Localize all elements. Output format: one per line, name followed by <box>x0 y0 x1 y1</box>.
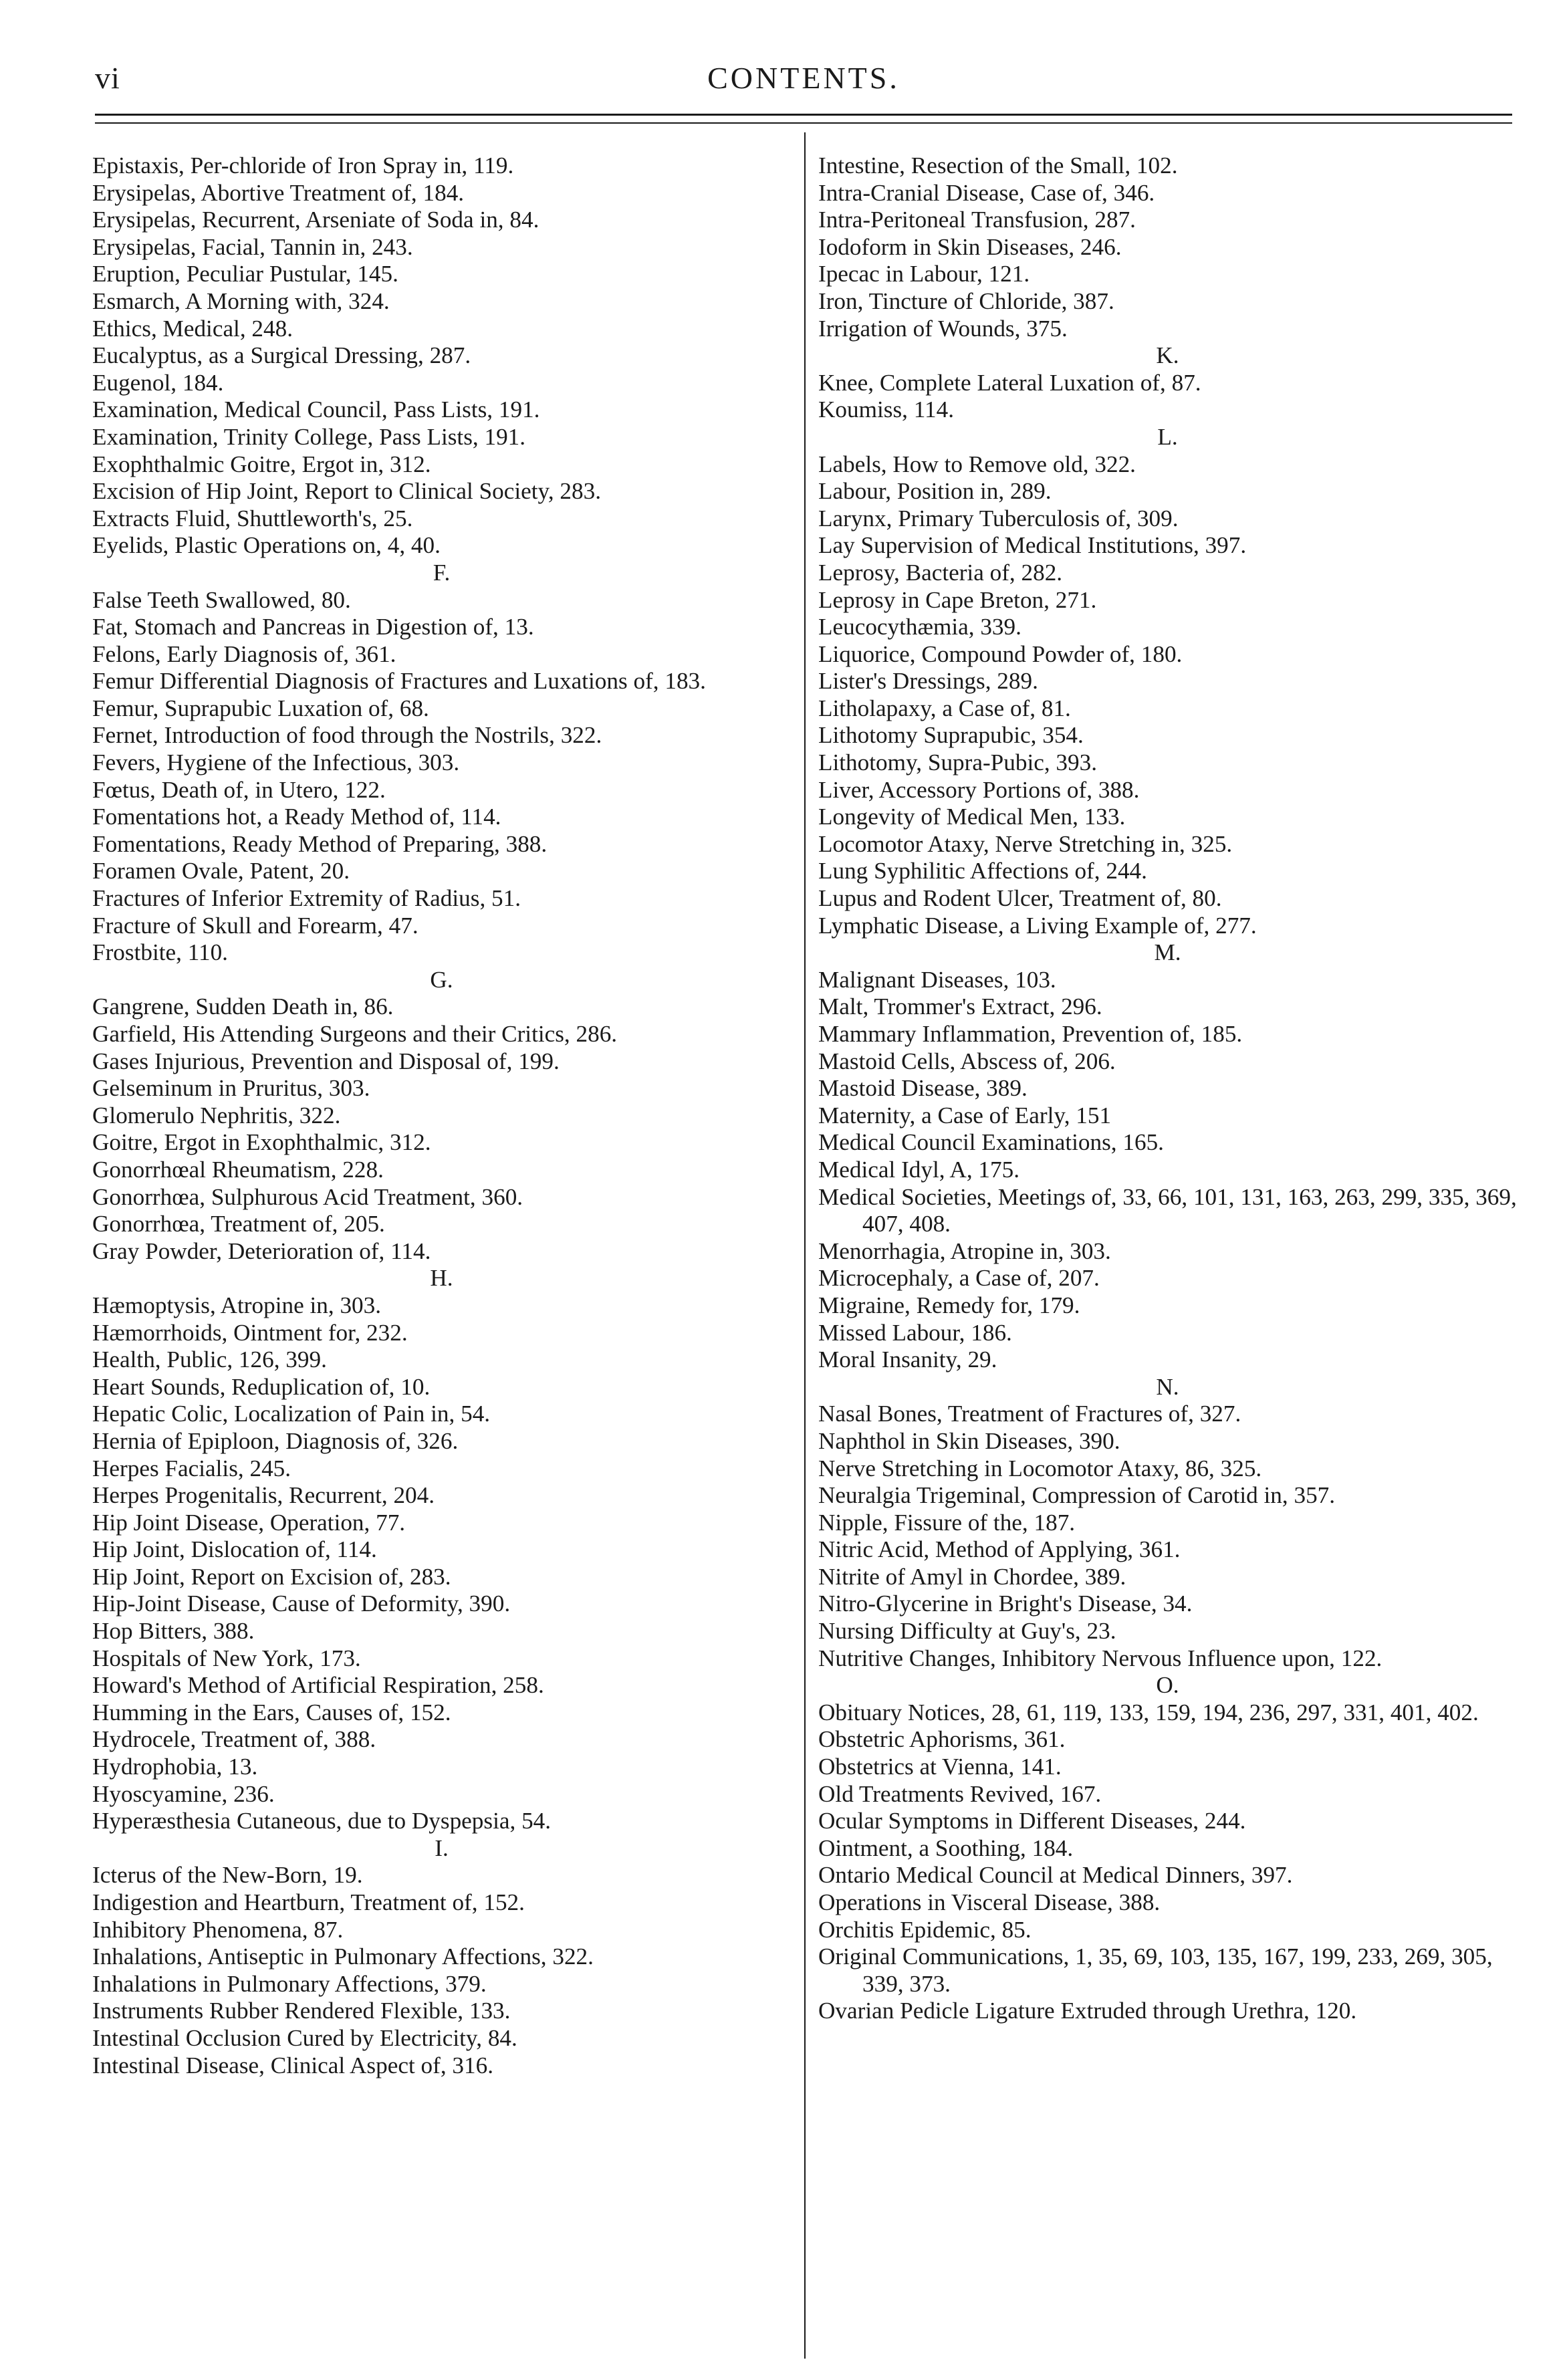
index-entry: Extracts Fluid, Shuttleworth's, 25. <box>92 505 413 531</box>
index-entry: Intestinal Disease, Clinical Aspect of, 316. <box>92 2052 494 2078</box>
index-entry: Intestine, Resection of the Small, 102. <box>818 152 1178 178</box>
index-entry: Exophthalmic Goitre, Ergot in, 312. <box>92 451 431 477</box>
index-entry: Excision of Hip Joint, Report to Clinical Society, 283. <box>92 478 602 505</box>
section-letter: O. <box>1156 1672 1179 1699</box>
header-rule-thin <box>95 122 1512 124</box>
index-entry: Lithotomy, Supra-Pubic, 393. <box>818 749 1098 776</box>
index-entry: Gases Injurious, Prevention and Disposal of, 199. <box>92 1048 560 1074</box>
index-entry: Gonorrhœal Rheumatism, 228. <box>92 1156 384 1183</box>
index-entry: Larynx, Primary Tuberculosis of, 309. <box>818 505 1179 531</box>
index-entry: Nitro-Glycerine in Bright's Disease, 34. <box>818 1590 1193 1617</box>
index-entry: Frostbite, 110. <box>92 939 228 966</box>
index-entry: Neuralgia Trigeminal, Compression of Carotid in, 357. <box>818 1482 1336 1509</box>
index-entry: Missed Labour, 186. <box>818 1319 1012 1346</box>
index-entry: Hip-Joint Disease, Cause of Deformity, 390. <box>92 1590 511 1617</box>
index-entry: Medical Idyl, A, 175. <box>818 1156 1020 1183</box>
index-entry: Fat, Stomach and Pancreas in Digestion of, 13. <box>92 614 534 640</box>
index-entry: Goitre, Ergot in Exophthalmic, 312. <box>92 1129 431 1156</box>
index-entry: Nerve Stretching in Locomotor Ataxy, 86, 325. <box>818 1455 1262 1481</box>
index-entry: Hydrophobia, 13. <box>92 1754 258 1780</box>
index-entry: Medical Societies, Meetings of, 33, 66, 101, 131, 163, 263, 299, 335, 369, 407, 408. <box>818 1183 1517 1237</box>
index-entry: Ovarian Pedicle Ligature Extruded through Urethra, 120. <box>818 1998 1357 2024</box>
index-entry: Ocular Symptoms in Different Diseases, 244. <box>818 1808 1246 1834</box>
section-letter: G. <box>430 966 453 993</box>
index-entry: Erysipelas, Recurrent, Arseniate of Soda in, 84. <box>92 207 539 233</box>
index-column-left <box>92 152 791 2079</box>
index-entry: Operations in Visceral Disease, 388. <box>818 1889 1161 1915</box>
index-entry: Health, Public, 126, 399. <box>92 1346 327 1373</box>
index-entry: Gray Powder, Deterioration of, 114. <box>92 1237 431 1264</box>
index-entry: Knee, Complete Lateral Luxation of, 87. <box>818 369 1201 396</box>
index-entry: Eugenol, 184. <box>92 369 224 396</box>
index-entry: Fomentations, Ready Method of Preparing, 388. <box>92 830 548 857</box>
index-entry: Humming in the Ears, Causes of, 152. <box>92 1699 451 1726</box>
section-letter: L. <box>1157 423 1178 450</box>
header-rule-thick <box>95 114 1512 116</box>
section-letter: K. <box>1156 342 1179 369</box>
index-entry: Foramen Ovale, Patent, 20. <box>92 858 350 884</box>
index-entry: Mastoid Disease, 389. <box>818 1075 1028 1102</box>
index-entry: Gonorrhœa, Treatment of, 205. <box>92 1211 385 1237</box>
index-entry: Nitric Acid, Method of Applying, 361. <box>818 1536 1181 1563</box>
section-letter: N. <box>1156 1373 1179 1400</box>
index-entry: Examination, Trinity College, Pass Lists, 191. <box>92 423 526 450</box>
index-entry: Intra-Peritoneal Transfusion, 287. <box>818 207 1136 233</box>
index-entry: Mammary Inflammation, Prevention of, 185. <box>818 1021 1243 1047</box>
index-entry: Gelseminum in Pruritus, 303. <box>92 1075 370 1102</box>
index-entry: Nasal Bones, Treatment of Fractures of, 327. <box>818 1401 1241 1427</box>
page-header <box>95 60 1512 114</box>
index-entry: Erysipelas, Facial, Tannin in, 243. <box>92 233 413 260</box>
index-entry: Intestinal Occlusion Cured by Electricity, 84. <box>92 2024 517 2051</box>
index-entry: Nipple, Fissure of the, 187. <box>818 1509 1076 1536</box>
index-entry: Herpes Facialis, 245. <box>92 1455 291 1481</box>
index-entry: Liver, Accessory Portions of, 388. <box>818 776 1140 803</box>
section-letter: H. <box>430 1265 453 1292</box>
index-entry: Herpes Progenitalis, Recurrent, 204. <box>92 1482 435 1509</box>
index-entry: Labour, Position in, 289. <box>818 478 1052 505</box>
index-entry: Glomerulo Nephritis, 322. <box>92 1102 341 1128</box>
index-entry: Eucalyptus, as a Surgical Dressing, 287. <box>92 342 471 369</box>
index-entry: Obstetrics at Vienna, 141. <box>818 1754 1062 1780</box>
index-entry: Obstetric Aphorisms, 361. <box>818 1726 1066 1753</box>
index-entry: Lithotomy Suprapubic, 354. <box>818 722 1084 749</box>
index-entry: Moral Insanity, 29. <box>818 1346 997 1373</box>
index-entry: Hyoscyamine, 236. <box>92 1780 275 1807</box>
index-entry: Locomotor Ataxy, Nerve Stretching in, 325. <box>818 830 1233 857</box>
index-entry: Heart Sounds, Reduplication of, 10. <box>92 1373 431 1400</box>
index-entry: Fractures of Inferior Extremity of Radius, 51. <box>92 885 521 912</box>
index-entry: Malt, Trommer's Extract, 296. <box>818 993 1102 1020</box>
index-entry: Inhalations, Antiseptic in Pulmonary Affections, 322. <box>92 1943 594 1970</box>
index-entry: Migraine, Remedy for, 179. <box>818 1292 1080 1318</box>
index-entry: Medical Council Examinations, 165. <box>818 1129 1164 1156</box>
index-entry: Felons, Early Diagnosis of, 361. <box>92 640 396 667</box>
index-entry: Fracture of Skull and Forearm, 47. <box>92 912 418 939</box>
index-entry: Leprosy, Bacteria of, 282. <box>818 559 1063 586</box>
index-entry: Epistaxis, Per-chloride of Iron Spray in, 119. <box>92 152 514 178</box>
index-entry: Fernet, Introduction of food through the Nostrils, 322. <box>92 722 602 749</box>
index-entry: Microcephaly, a Case of, 207. <box>818 1265 1100 1292</box>
section-letter: M. <box>1154 939 1181 966</box>
index-entry: Hepatic Colic, Localization of Pain in, 54. <box>92 1401 491 1427</box>
index-entry: Hæmorrhoids, Ointment for, 232. <box>92 1319 408 1346</box>
index-entry: Old Treatments Revived, 167. <box>818 1780 1102 1807</box>
index-entry: Inhalations in Pulmonary Affections, 379. <box>92 1970 487 1997</box>
index-entry: Femur, Suprapubic Luxation of, 68. <box>92 695 429 721</box>
index-entry: Nursing Difficulty at Guy's, 23. <box>818 1618 1116 1645</box>
index-entry: Icterus of the New-Born, 19. <box>92 1862 363 1889</box>
index-entry: Lay Supervision of Medical Institutions, 397. <box>818 532 1247 559</box>
index-entry: Intra-Cranial Disease, Case of, 346. <box>818 179 1155 206</box>
index-column-right <box>818 152 1517 2025</box>
index-entry: Hydrocele, Treatment of, 388. <box>92 1726 376 1753</box>
index-entry: Hospitals of New York, 173. <box>92 1645 361 1671</box>
index-entry: Lister's Dressings, 289. <box>818 668 1038 695</box>
index-entry: Orchitis Epidemic, 85. <box>818 1916 1032 1943</box>
index-entry: Ethics, Medical, 248. <box>92 315 293 342</box>
index-entry: Obituary Notices, 28, 61, 119, 133, 159, 194, 236, 297, 331, 401, 402. <box>818 1699 1479 1726</box>
index-entry: Leprosy in Cape Breton, 271. <box>818 586 1097 613</box>
index-entry: Fœtus, Death of, in Utero, 122. <box>92 776 386 803</box>
index-entry: Gonorrhœa, Sulphurous Acid Treatment, 360. <box>92 1183 523 1210</box>
section-letter: F. <box>433 559 451 586</box>
index-entry: Ointment, a Soothing, 184. <box>818 1834 1074 1861</box>
index-entry: Gangrene, Sudden Death in, 86. <box>92 993 394 1020</box>
column-divider <box>804 132 806 2359</box>
index-entry: Irrigation of Wounds, 375. <box>818 315 1068 342</box>
index-entry: Malignant Diseases, 103. <box>818 966 1056 993</box>
index-entry: Longevity of Medical Men, 133. <box>818 804 1126 830</box>
index-entry: Nitrite of Amyl in Chordee, 389. <box>818 1563 1126 1590</box>
index-entry: Eruption, Peculiar Pustular, 145. <box>92 261 398 287</box>
index-entry: Hernia of Epiploon, Diagnosis of, 326. <box>92 1427 459 1454</box>
index-entry: Hip Joint Disease, Operation, 77. <box>92 1509 406 1536</box>
index-entry: Menorrhagia, Atropine in, 303. <box>818 1237 1111 1264</box>
index-entry: Instruments Rubber Rendered Flexible, 133. <box>92 1998 511 2024</box>
index-entry: Eyelids, Plastic Operations on, 4, 40. <box>92 532 441 559</box>
index-entry: Erysipelas, Abortive Treatment of, 184. <box>92 179 465 206</box>
index-entry: Howard's Method of Artificial Respiration, 258. <box>92 1672 544 1699</box>
index-entry: Original Communications, 1, 35, 69, 103, 135, 167, 199, 233, 269, 305, 339, 373. <box>818 1943 1493 1997</box>
index-entry: Leucocythæmia, 339. <box>818 614 1021 640</box>
index-entry: Litholapaxy, a Case of, 81. <box>818 695 1071 721</box>
index-entry: False Teeth Swallowed, 80. <box>92 586 351 613</box>
index-entry: Esmarch, A Morning with, 324. <box>92 287 390 314</box>
index-entry: Garfield, His Attending Surgeons and their Critics, 286. <box>92 1021 618 1047</box>
index-entry: Fevers, Hygiene of the Infectious, 303. <box>92 749 460 776</box>
index-entry: Iron, Tincture of Chloride, 387. <box>818 287 1114 314</box>
index-entry: Hyperæsthesia Cutaneous, due to Dyspepsia, 54. <box>92 1808 552 1834</box>
index-entry: Nutritive Changes, Inhibitory Nervous Influence upon, 122. <box>818 1645 1382 1671</box>
index-entry: Lung Syphilitic Affections of, 244. <box>818 858 1147 884</box>
index-entry: Lupus and Rodent Ulcer, Treatment of, 80. <box>818 885 1222 912</box>
index-entry: Hip Joint, Dislocation of, 114. <box>92 1536 377 1563</box>
index-entry: Hip Joint, Report on Excision of, 283. <box>92 1563 451 1590</box>
section-letter: I. <box>435 1834 449 1861</box>
running-head: CONTENTS. <box>707 61 900 95</box>
index-entry: Indigestion and Heartburn, Treatment of, 152. <box>92 1889 525 1915</box>
index-entry: Hop Bitters, 388. <box>92 1618 255 1645</box>
index-entry: Koumiss, 114. <box>818 396 954 423</box>
index-entry: Labels, How to Remove old, 322. <box>818 451 1136 477</box>
index-entry: Liquorice, Compound Powder of, 180. <box>818 640 1183 667</box>
index-entry: Ipecac in Labour, 121. <box>818 261 1030 287</box>
index-entry: Maternity, a Case of Early, 151 <box>818 1102 1112 1128</box>
index-entry: Ontario Medical Council at Medical Dinners, 397. <box>818 1862 1293 1889</box>
index-entry: Iodoform in Skin Diseases, 246. <box>818 233 1122 260</box>
index-entry: Hæmoptysis, Atropine in, 303. <box>92 1292 382 1318</box>
page-number: vi <box>95 61 120 95</box>
index-entry: Examination, Medical Council, Pass Lists, 191. <box>92 396 540 423</box>
index-entry: Mastoid Cells, Abscess of, 206. <box>818 1048 1116 1074</box>
index-entry: Lymphatic Disease, a Living Example of, 277. <box>818 912 1257 939</box>
index-entry: Naphthol in Skin Diseases, 390. <box>818 1427 1120 1454</box>
index-entry: Fomentations hot, a Ready Method of, 114. <box>92 804 501 830</box>
index-entry: Femur Differential Diagnosis of Fractures and Luxations of, 183. <box>92 668 706 695</box>
index-entry: Inhibitory Phenomena, 87. <box>92 1916 344 1943</box>
